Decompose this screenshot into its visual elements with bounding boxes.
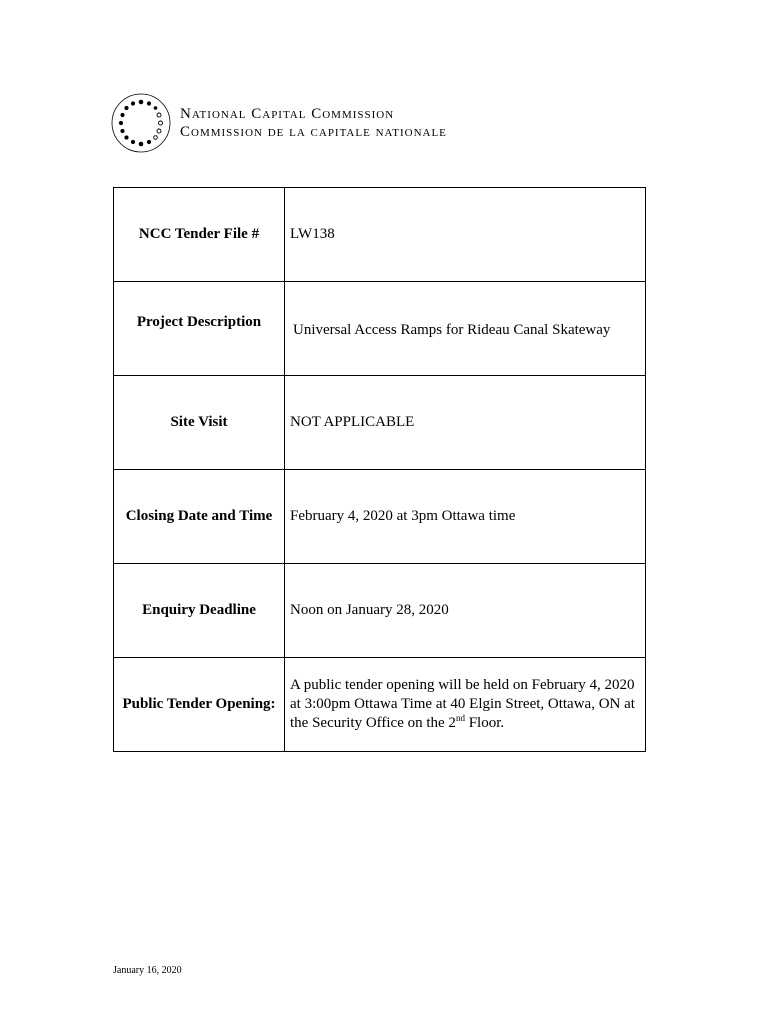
label-site-visit: Site Visit xyxy=(114,376,285,470)
organization-names xyxy=(180,105,447,141)
value-site-visit: NOT APPLICABLE xyxy=(285,376,646,470)
org-name-french: Commission de la capitale nationale xyxy=(180,124,447,140)
org-name-english: National Capital Commission xyxy=(180,106,395,122)
footer-date: January 16, 2020 xyxy=(113,965,182,976)
ncc-maple-leaf-ring-icon xyxy=(110,92,172,154)
opening-line-3: the Security Office on the 2nd Floor. xyxy=(290,713,505,731)
label-project-description: Project Description xyxy=(114,282,285,376)
table-row-public-tender-opening xyxy=(114,658,646,752)
tender-info-table xyxy=(113,187,646,752)
value-public-tender-opening xyxy=(285,658,646,752)
label-enquiry-deadline: Enquiry Deadline xyxy=(114,564,285,658)
label-closing-date: Closing Date and Time xyxy=(114,470,285,564)
table-row-enquiry-deadline xyxy=(114,564,646,658)
table-row-tender-file xyxy=(114,188,646,282)
letterhead xyxy=(110,92,447,154)
opening-line-1: A public tender opening will be held on February 4, 2020 xyxy=(290,677,635,693)
value-tender-file: LW138 xyxy=(285,188,646,282)
table-row-project-description xyxy=(114,282,646,376)
table-row-site-visit xyxy=(114,376,646,470)
label-tender-file: NCC Tender File # xyxy=(114,188,285,282)
label-public-tender-opening: Public Tender Opening: xyxy=(114,658,285,752)
value-enquiry-deadline: Noon on January 28, 2020 xyxy=(285,564,646,658)
value-closing-date: February 4, 2020 at 3pm Ottawa time xyxy=(285,470,646,564)
opening-line-2: at 3:00pm Ottawa Time at 40 Elgin Street, Ottawa, ON at xyxy=(290,696,635,712)
ordinal-suffix: nd xyxy=(455,713,465,723)
table-row-closing-date xyxy=(114,470,646,564)
value-project-description: Universal Access Ramps for Rideau Canal Skateway xyxy=(285,282,646,376)
